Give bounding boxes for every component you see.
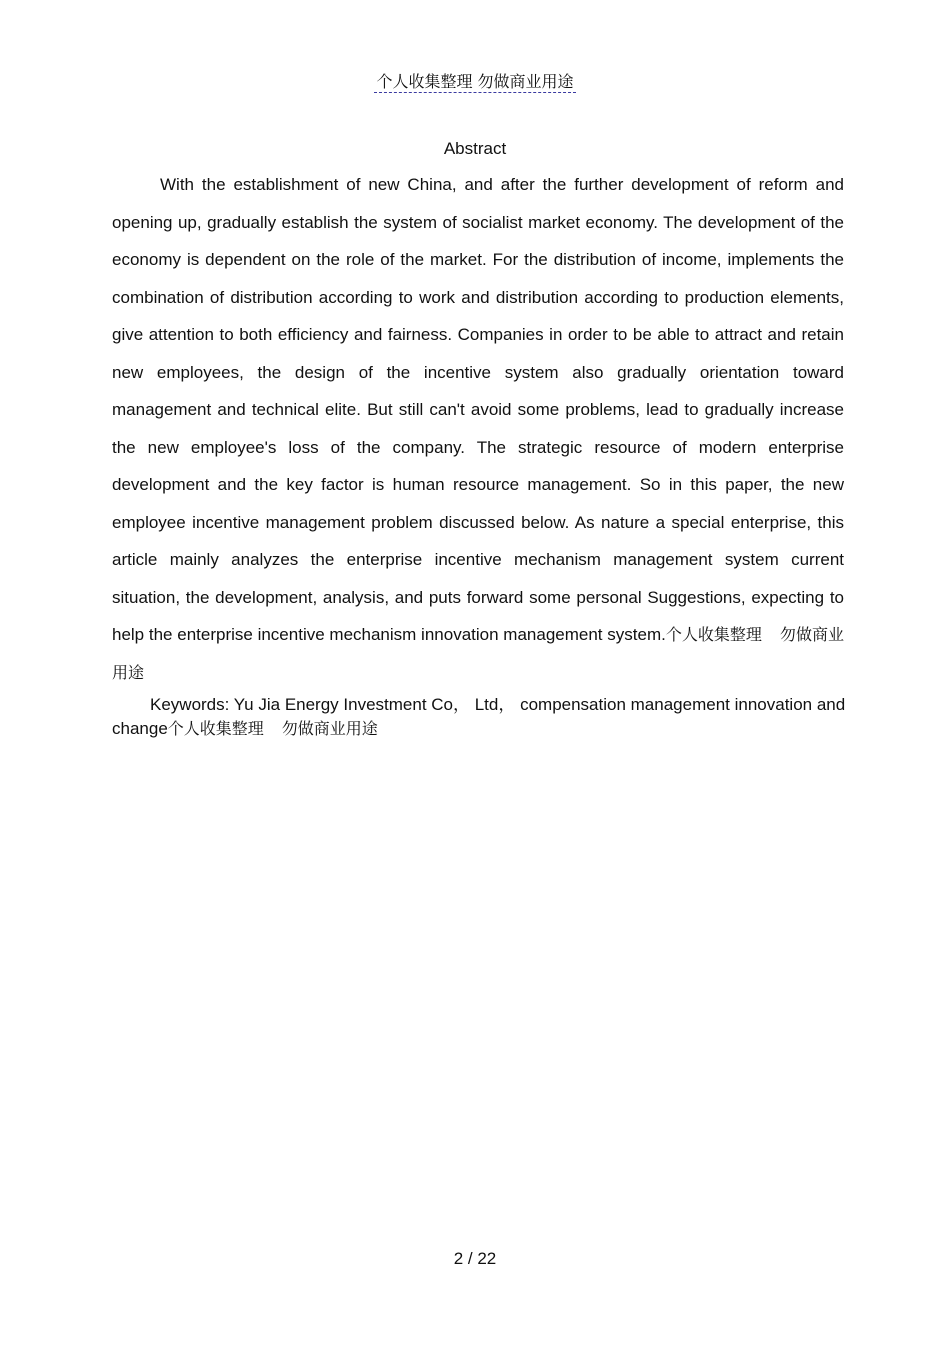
header-watermark-text: 个人收集整理 勿做商业用途 <box>376 72 574 91</box>
page-header-watermark <box>0 70 950 94</box>
page-number: 2 / 22 <box>453 1249 497 1268</box>
abstract-title: Abstract <box>443 139 507 158</box>
keywords-watermark-b: 勿做商业用途 <box>281 719 378 738</box>
keywords-text: Keywords: Yu Jia Energy Investment Co， Ltd， compensation management innovation and change <box>112 695 846 738</box>
abstract-body <box>112 166 844 691</box>
abstract-text: With the establishment of new China, and after the further development of reform and opening up, gradually establish the system of socialist market economy. The development of the economy is dependent on the role of the market. For the distribution of income, implements the combination of distribution according to work and distribution according to production elements, give attention to both efficiency and fairness. Companies in order to be able to attract and retain new employees, the design of the incentive system also gradually orientation toward management and technical elite. But still can't avoid some problems, lead to gradually increase the new employee's loss of the company. The strategic resource of modern enterprise development and the key factor is human resource management. So in this paper, the new employee incentive management problem discussed below. As nature a special enterprise, this article mainly analyzes the enterprise incentive mechanism management system current situation, the development, analysis, and puts forward some personal Suggestions, expecting to help the enterprise incentive mechanism innovation management system. <box>112 175 844 644</box>
keywords-line <box>112 693 846 741</box>
keywords-watermark-a: 个人收集整理 <box>167 719 264 738</box>
abstract-watermark-a: 个人收集整理 <box>665 625 762 644</box>
abstract-watermark-b: 勿做商业用途 <box>112 625 844 682</box>
